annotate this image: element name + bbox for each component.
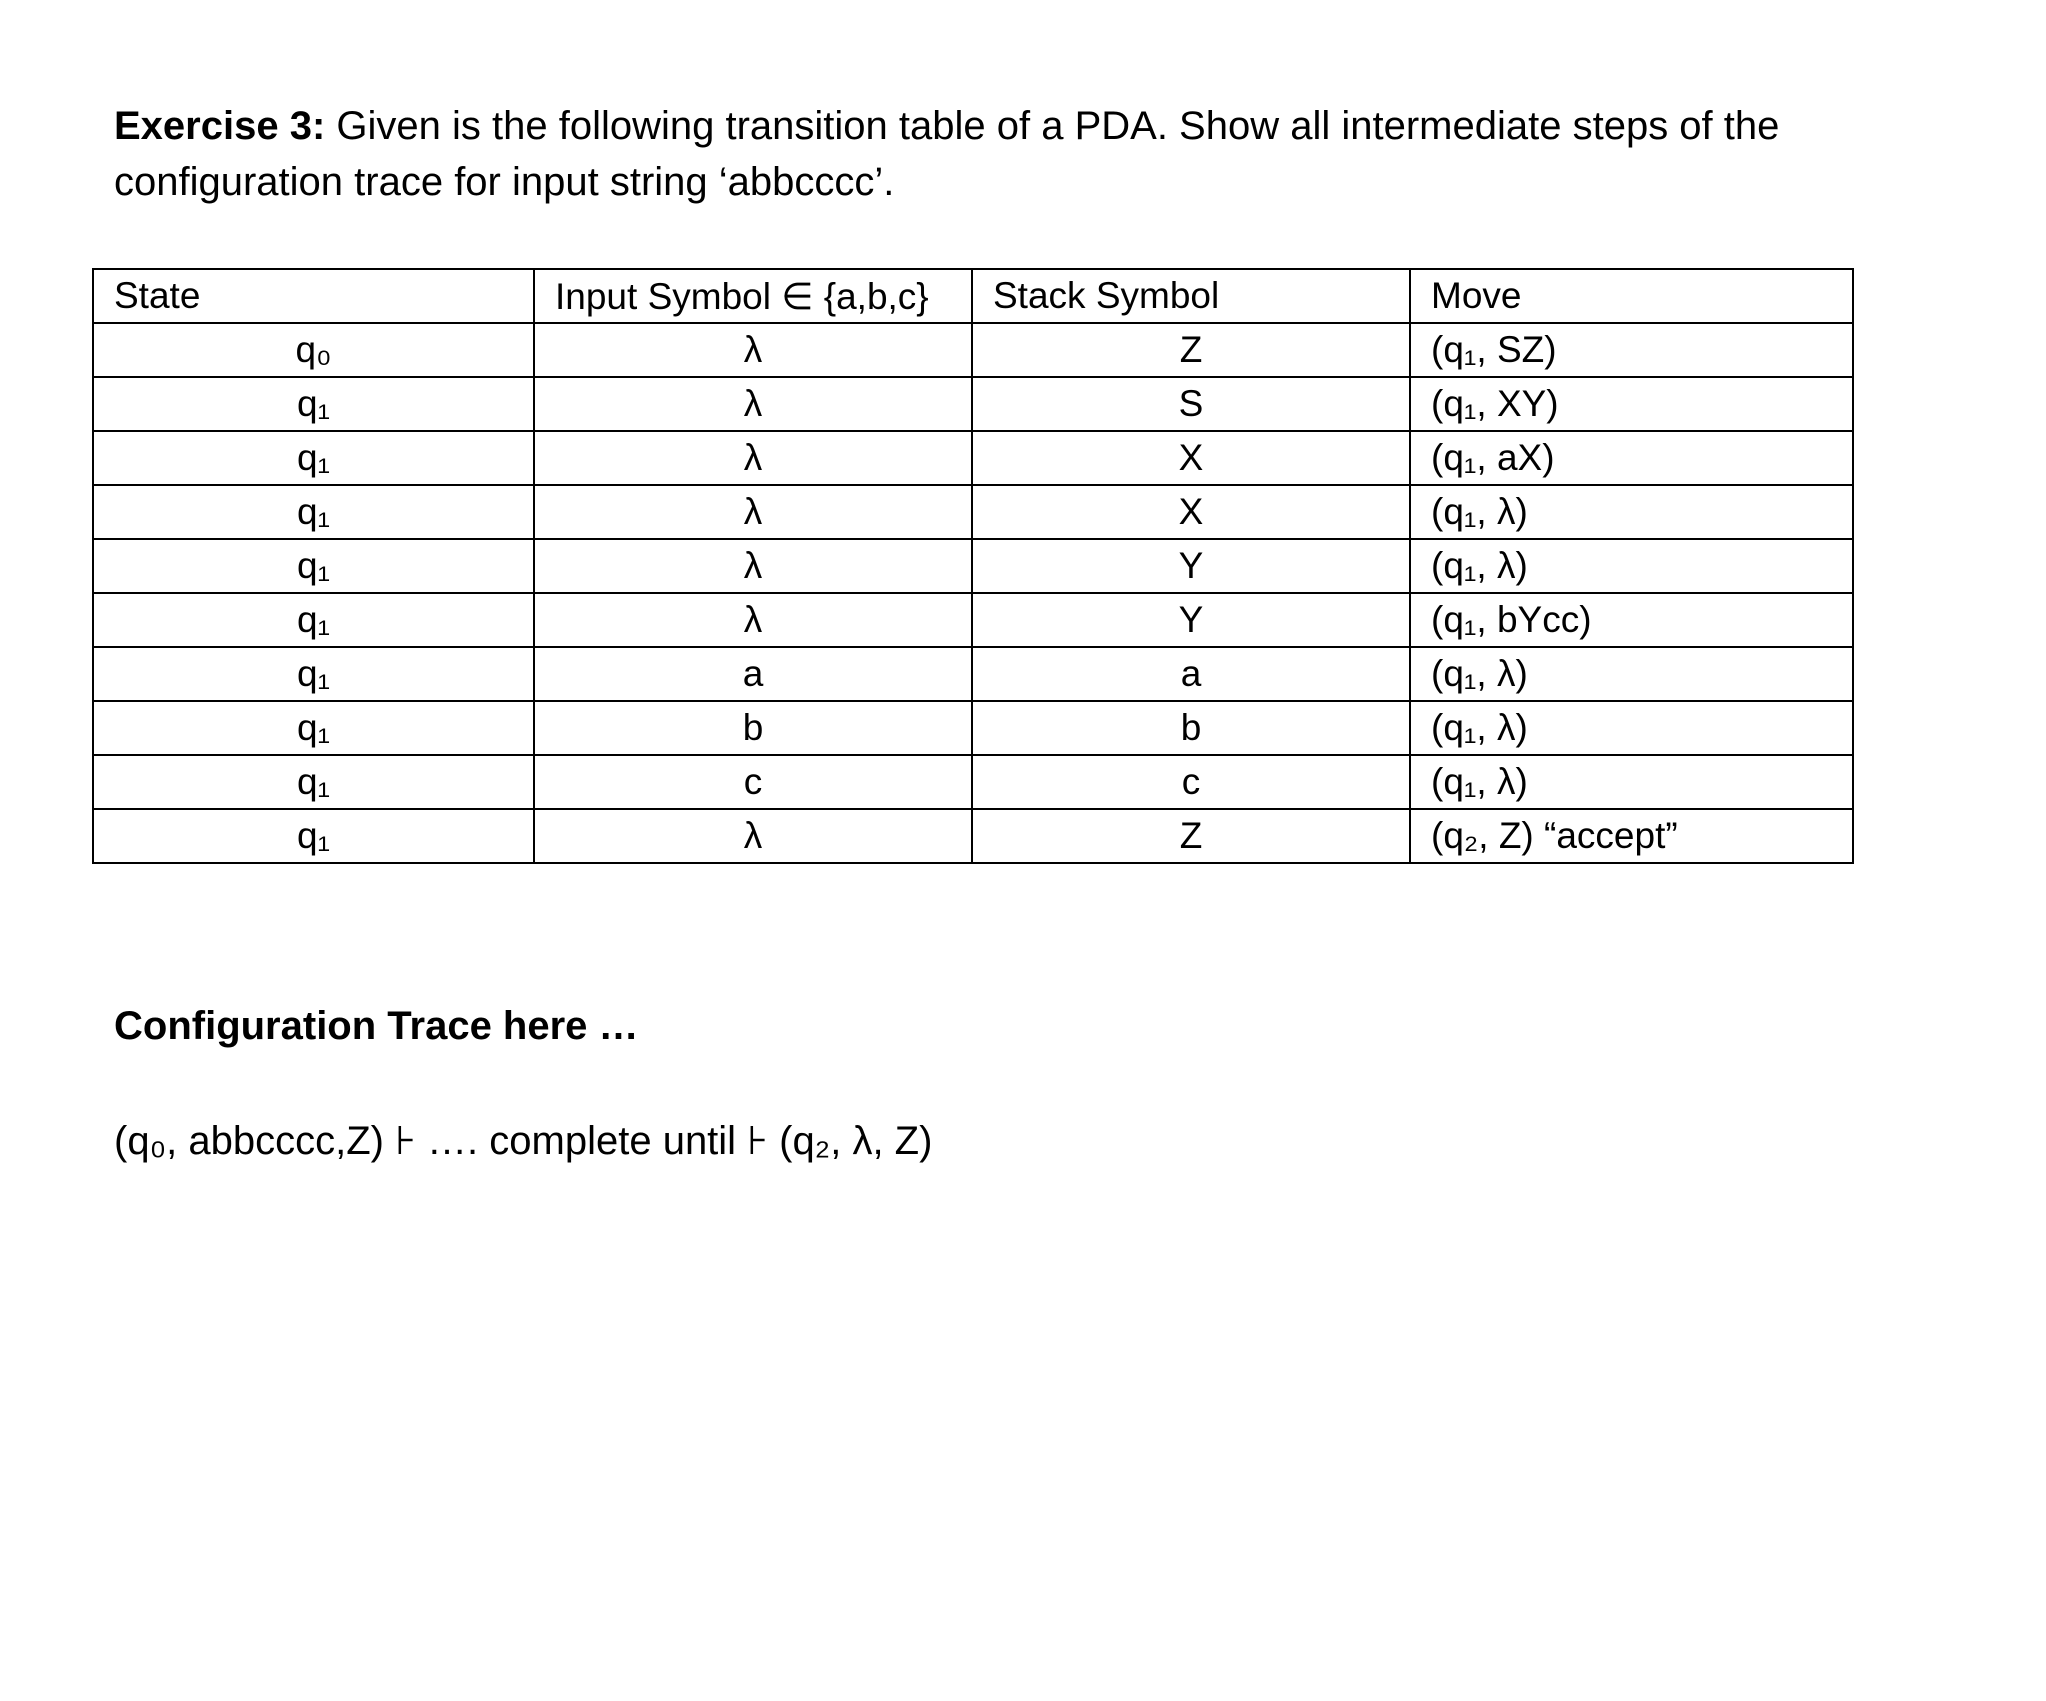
stack-cell: S	[972, 377, 1410, 431]
move-cell: (q₂, Z) “accept”	[1410, 809, 1853, 863]
move-cell: (q₁, λ)	[1410, 755, 1853, 809]
input-cell: λ	[534, 485, 972, 539]
stack-cell: b	[972, 701, 1410, 755]
input-cell: c	[534, 755, 972, 809]
move-cell: (q₁, λ)	[1410, 647, 1853, 701]
state-cell: q₁	[93, 431, 534, 485]
move-cell: (q₁, bYcc)	[1410, 593, 1853, 647]
state-cell: q₁	[93, 647, 534, 701]
input-cell: b	[534, 701, 972, 755]
table-row	[93, 755, 1853, 809]
table-row	[93, 377, 1853, 431]
state-cell: q₁	[93, 485, 534, 539]
state-cell: q₁	[93, 809, 534, 863]
header-move: Move	[1410, 269, 1853, 323]
input-cell: λ	[534, 377, 972, 431]
move-cell: (q₁, λ)	[1410, 539, 1853, 593]
stack-cell: X	[972, 431, 1410, 485]
input-cell: a	[534, 647, 972, 701]
input-cell: λ	[534, 539, 972, 593]
state-cell: q₁	[93, 755, 534, 809]
move-cell: (q₁, XY)	[1410, 377, 1853, 431]
input-cell: λ	[534, 431, 972, 485]
exercise-text: Given is the following transition table of a PDA. Show all intermediate steps of the configuration trace for input string ‘abbcccc’.	[114, 104, 1780, 204]
table-row	[93, 485, 1853, 539]
state-cell: q₁	[93, 377, 534, 431]
table-row	[93, 647, 1853, 701]
stack-cell: Z	[972, 323, 1410, 377]
stack-cell: a	[972, 647, 1410, 701]
transition-table	[92, 268, 1854, 864]
state-cell: q₀	[93, 323, 534, 377]
state-cell: q₁	[93, 593, 534, 647]
input-cell: λ	[534, 593, 972, 647]
stack-cell: c	[972, 755, 1410, 809]
state-cell: q₁	[93, 701, 534, 755]
table-row	[93, 431, 1853, 485]
move-cell: (q₁, λ)	[1410, 485, 1853, 539]
table-row	[93, 323, 1853, 377]
header-stack-symbol: Stack Symbol	[972, 269, 1410, 323]
trace-line: (q₀, abbcccc,Z) ⊦ …. complete until ⊦ (q₂, λ, Z)	[114, 1119, 933, 1163]
table-row	[93, 701, 1853, 755]
stack-cell: Z	[972, 809, 1410, 863]
stack-cell: Y	[972, 593, 1410, 647]
exercise-label: Exercise 3:	[114, 104, 326, 148]
trace-heading: Configuration Trace here …	[114, 1004, 639, 1048]
stack-cell: X	[972, 485, 1410, 539]
move-cell: (q₁, λ)	[1410, 701, 1853, 755]
table-row	[93, 809, 1853, 863]
state-cell: q₁	[93, 539, 534, 593]
header-input-symbol: Input Symbol ∈ {a,b,c}	[534, 269, 972, 323]
table-row	[93, 539, 1853, 593]
stack-cell: Y	[972, 539, 1410, 593]
move-cell: (q₁, SZ)	[1410, 323, 1853, 377]
header-state: State	[93, 269, 534, 323]
input-cell: λ	[534, 323, 972, 377]
move-cell: (q₁, aX)	[1410, 431, 1853, 485]
table-row	[93, 593, 1853, 647]
table-header-row	[93, 269, 1853, 323]
exercise-prompt	[114, 98, 1964, 210]
input-cell: λ	[534, 809, 972, 863]
